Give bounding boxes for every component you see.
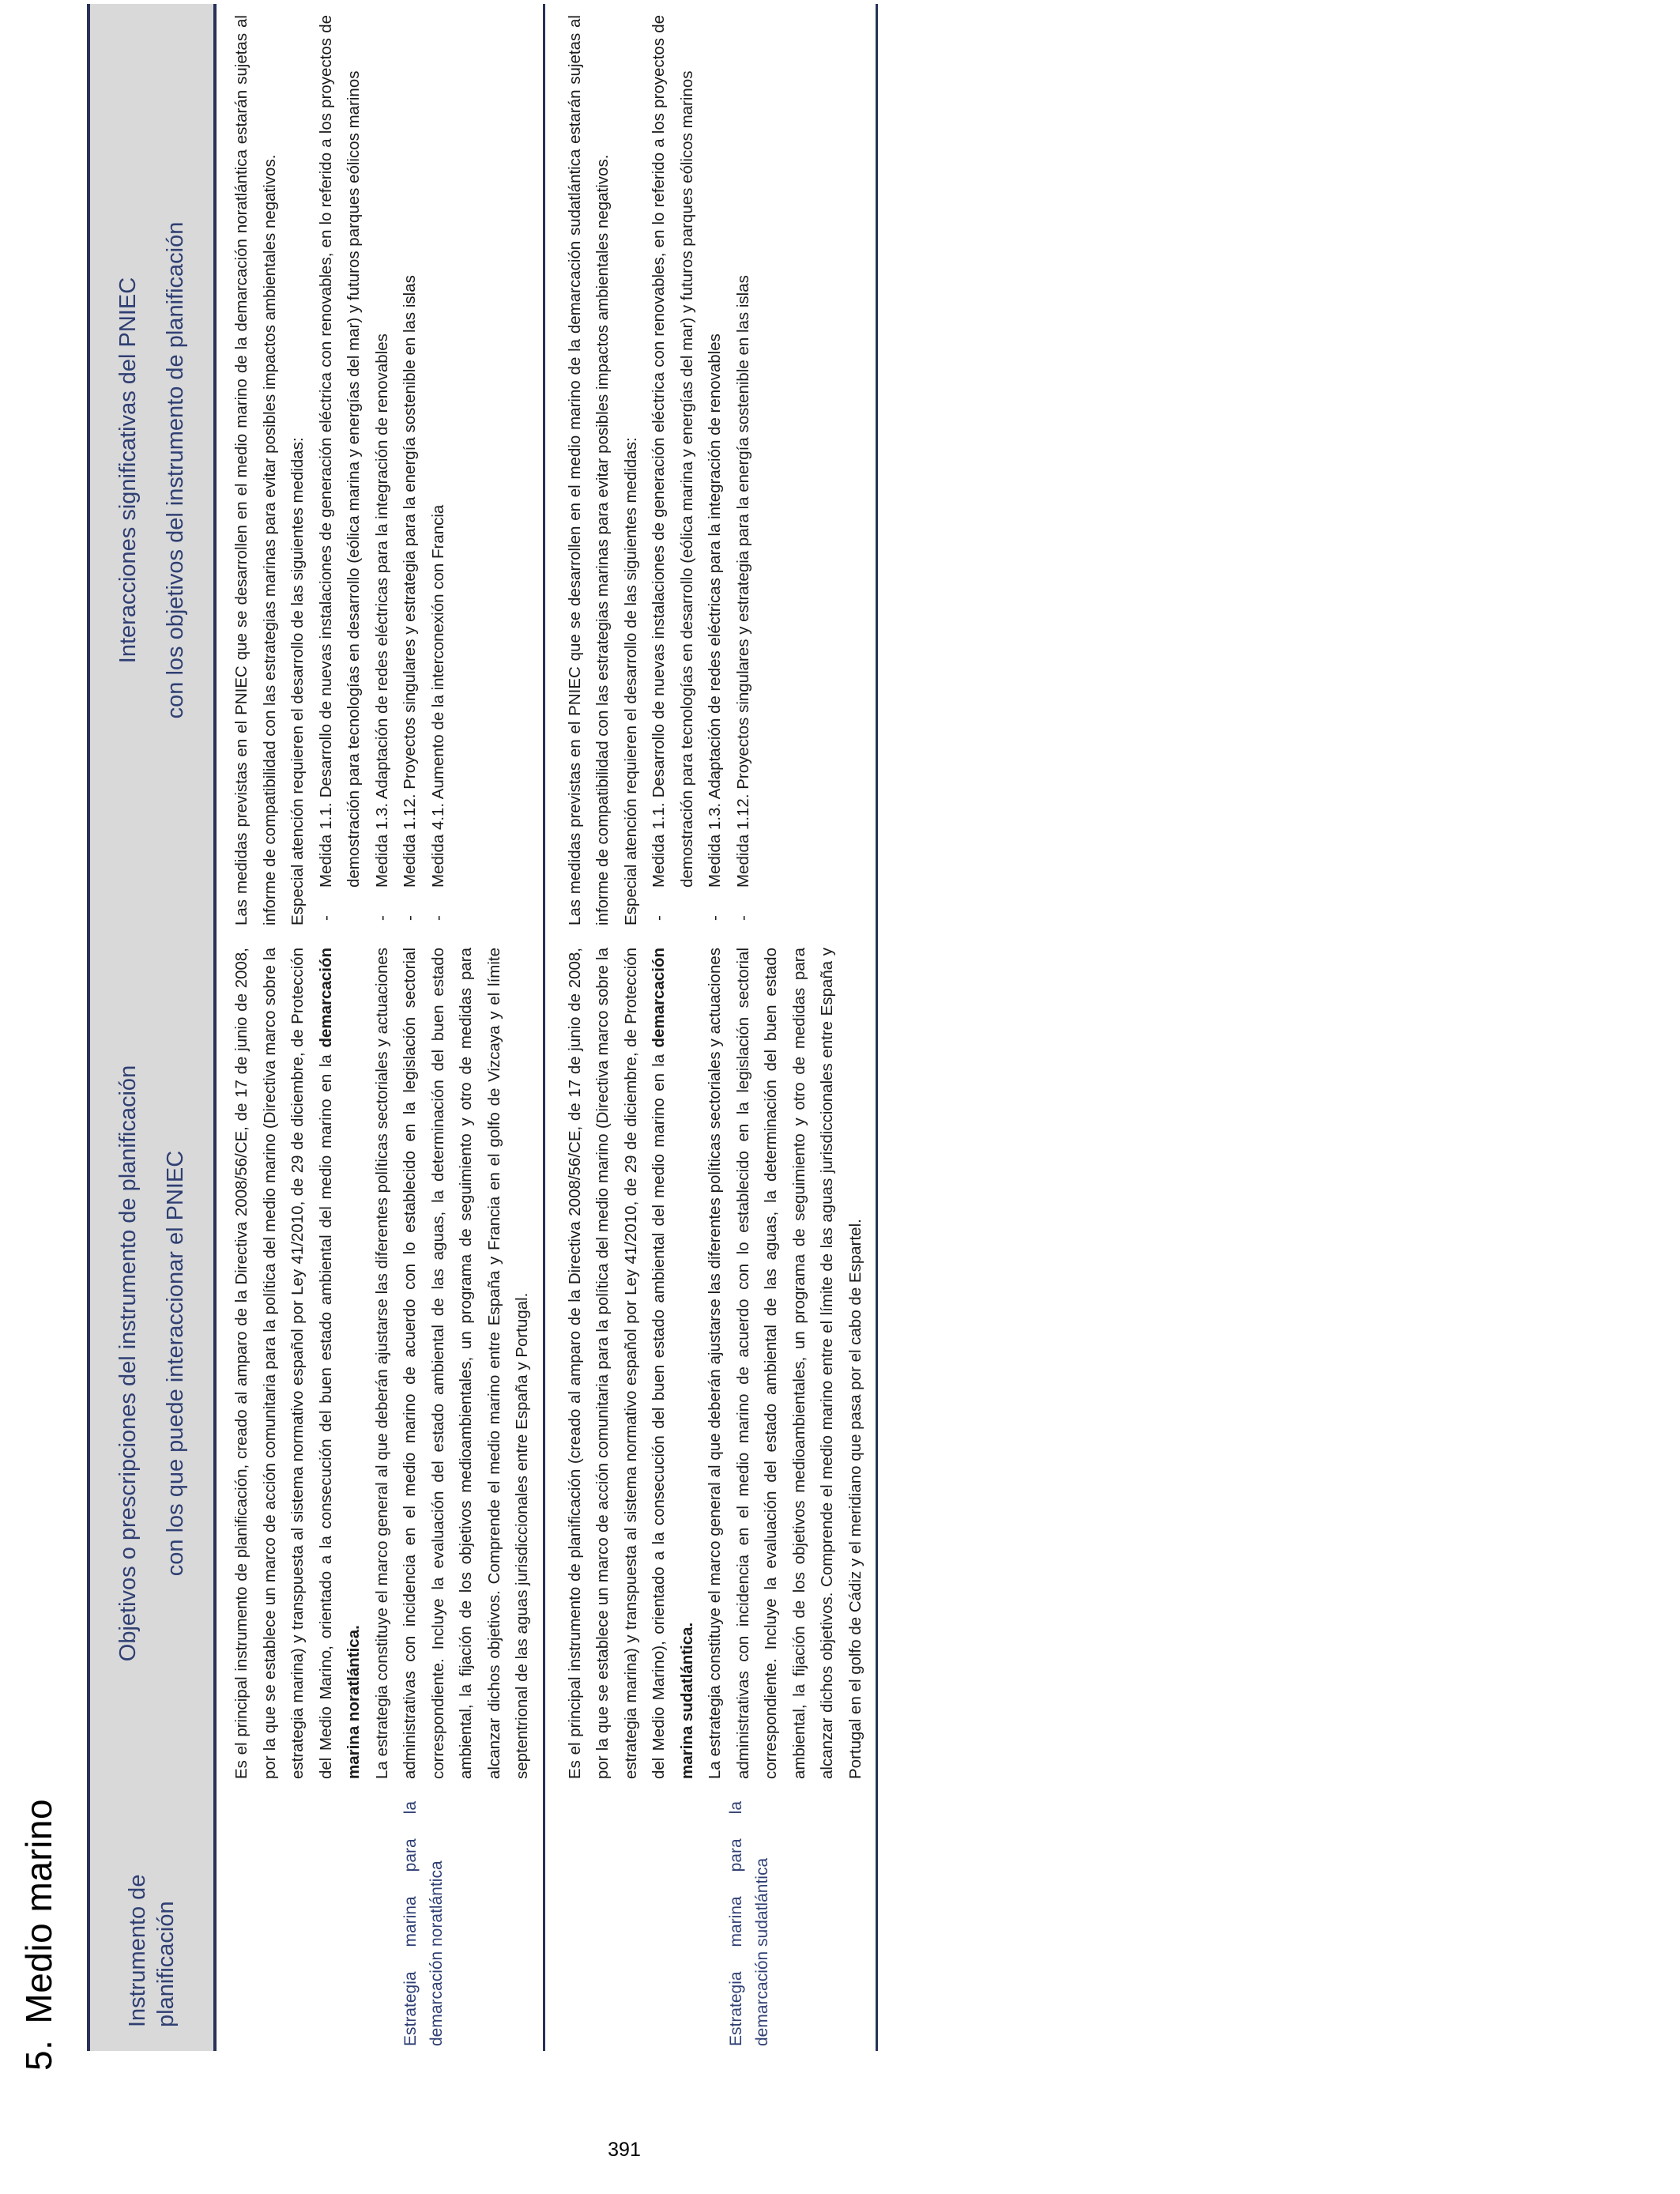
instrument-cell (215, 1790, 544, 2051)
table-row (544, 4, 877, 2051)
planning-instruments-table (87, 4, 878, 2051)
list-item: - Medida 4.1. Aumento de la interconexión con Francia (424, 15, 453, 925)
section-number: 5. (18, 2039, 59, 2071)
list-item: - Medida 1.1. Desarrollo de nuevas instalaciones de generación eléctrica con renovables, en lo referido a los proyectos de demostración para tecnologías en desarrollo (eólica marina y energías del mar) y futuros parques eólicos marinos (645, 15, 701, 925)
instrument-name: Estrategia marina para la demarcación noratlántica (401, 1801, 446, 2046)
interactions-cell (215, 4, 544, 937)
header-objectives-line2: con los que puede interaccionar el PNIEC (163, 1150, 188, 1577)
page-number: 391 (608, 2139, 641, 2161)
objectives-paragraph: La estrategia constituye el marco general al que deberán ajustarse las diferentes políticas sectoriales y actuaciones administrativas con incidencia en el medio marino de acuerdo con lo establecido en la legislación sectorial correspondiente. Incluye la evaluación del estado ambiental de las aguas, la determinación del buen estado ambiental, la fijación de los objetivos medioambientales, un programa de seguimiento y otro de medidas para alcanzar dichos objetivos. Comprende el medio marino entre España y Francia en el golfo de Vizcaya y el límite septentrional de las aguas jurisdiccionales entre España y Portugal. (372, 948, 531, 1779)
interactions-paragraph: Las medidas previstas en el PNIEC que se desarrollen en el medio marino de la demarcación sudatlántica estarán sujetas al informe de compatibilidad con las estrategias marinas para evitar posibles impactos ambientales negativos. (565, 15, 612, 925)
list-item: - Medida 1.3. Adaptación de redes eléctricas para la integración de renovables (368, 15, 397, 925)
section-title-text: Medio marino (18, 1798, 59, 2024)
table-header-row (89, 4, 215, 2051)
objectives-cell (544, 937, 877, 1790)
interactions-intro: Especial atención requieren el desarrollo de las siguientes medidas: (621, 437, 640, 925)
header-instrument: Instrumento de planificación (89, 1790, 215, 2051)
table-row (215, 4, 544, 2051)
list-item: - Medida 1.12. Proyectos singulares y estrategia para la energía sostenible en las islas (729, 15, 758, 925)
interactions-cell (544, 4, 877, 937)
interactions-paragraph: Las medidas previstas en el PNIEC que se desarrollen en el medio marino de la demarcación noratlántica estarán sujetas al informe de compatibilidad con las estrategias marinas para evitar posibles impactos ambientales negativos. (232, 15, 279, 925)
header-interactions-line2: con los objetivos del instrumento de planificación (163, 221, 188, 719)
header-objectives (89, 937, 215, 1790)
measures-list (645, 15, 757, 925)
header-objectives-line1: Objetivos o prescripciones del instrumento de planificación (115, 1065, 141, 1662)
objectives-paragraph (561, 948, 702, 1779)
objectives-paragraph (228, 948, 368, 1779)
list-item: - Medida 1.12. Proyectos singulares y estrategia para la energía sostenible en las islas (396, 15, 424, 925)
measures-list (312, 15, 453, 925)
objectives-paragraph: La estrategia constituye el marco general al que deberán ajustarse las diferentes políticas sectoriales y actuaciones administrativas con incidencia en el medio marino de acuerdo con lo establecido en la legislación sectorial correspondiente. Incluye la evaluación del estado ambiental de las aguas, la determinación del buen estado ambiental, la fijación de los objetivos medioambientales, un programa de seguimiento y otro de medidas para alcanzar dichos objetivos. Comprende el medio marino entre el límite de las aguas jurisdiccionales entre España y Portugal en el golfo de Cádiz y el meridiano que pasa por el cabo de Espartel. (706, 948, 864, 1779)
demarcation-name: demarcación marina noratlántica. (316, 948, 363, 1779)
header-interactions-line1: Interacciones significativas del PNIEC (115, 277, 141, 664)
instrument-cell (544, 1790, 877, 2051)
list-item: - Medida 1.1. Desarrollo de nuevas instalaciones de generación eléctrica con renovables, en lo referido a los proyectos de demostración para tecnologías en desarrollo (eólica marina y energías del mar) y futuros parques eólicos marinos (312, 15, 368, 925)
header-interactions (89, 4, 215, 937)
list-item: - Medida 1.3. Adaptación de redes eléctricas para la integración de renovables (701, 15, 729, 925)
objectives-text: Es el principal instrumento de planificación (creado al amparo de la Directiva 2008/56/CE, de 17 de junio de 2008, por la que se establece un marco de acción comunitaria para la política del medio marino (Directiva marco sobre la estrategia marina) y transpuesta al sistema normativo español por Ley 41/2010, de 29 de diciembre, de Protección del Medio Marino), orientado a la consecución del buen estado ambiental del medio marino en la (565, 948, 668, 1779)
section-title (17, 1799, 60, 2071)
interactions-intro: Especial atención requieren el desarrollo de las siguientes medidas: (288, 437, 307, 925)
instrument-name: Estrategia marina para la demarcación sudatlántica (726, 1801, 771, 2046)
objectives-cell (215, 937, 544, 1790)
demarcation-name: demarcación marina sudatlántica. (650, 948, 696, 1779)
objectives-text: Es el principal instrumento de planificación, creado al amparo de la Directiva 2008/56/CE, de 17 de junio de 2008, por la que se establece un marco de acción comunitaria para la política del medio marino (Directiva marco sobre la estrategia marina) y transpuesta al sistema normativo español por Ley 41/2010, de 29 de diciembre, de Protección del Medio Marino, orientado a la consecución del buen estado ambiental del medio marino en la (232, 948, 335, 1779)
